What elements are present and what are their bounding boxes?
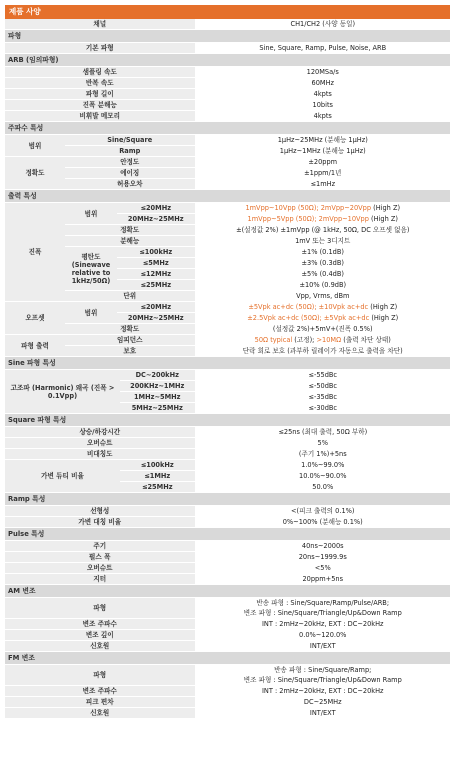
arb-value: 4kpts <box>195 89 450 100</box>
section-pulse: Pulse 특성 <box>5 528 450 541</box>
flatness-value: ±3% (0.3dB) <box>195 258 450 269</box>
pulse-value: 20ns~1999.9s <box>195 552 450 563</box>
duty-sub: ≤25MHz <box>120 482 195 493</box>
am-wave-line: 변조 파형 : Sine/Square/Triangle/Up&Down Ramp <box>195 608 450 619</box>
spec-sheet <box>5 5 450 719</box>
am-value: 0.0%~120.0% <box>195 630 450 641</box>
harmonic-label: 고조파 (Harmonic) 왜곡 (진폭 > 0.1Vpp) <box>5 370 120 414</box>
harmonic-value: ≤-55dBc <box>195 370 450 381</box>
offset-range-label: 범위 <box>65 302 117 324</box>
channel-value: CH1/CH2 (사양 동일) <box>195 19 450 30</box>
flatness-sub: ≤100kHz <box>117 247 195 258</box>
offset-value-orange: ±2.5Vpk ac+dc (50Ω); ±5Vpk ac+dc <box>247 314 370 322</box>
impedance-off: (출력 차단 상태) <box>341 336 391 344</box>
spec-header: 제품 사양 <box>5 5 450 19</box>
freq-accuracy-label: 정확도 <box>5 157 65 190</box>
ramp-label: 가변 대칭 비율 <box>5 517 195 528</box>
fm-wave-label: 파형 <box>5 665 195 686</box>
pulse-label: 지터 <box>5 574 195 585</box>
harmonic-sub: DC~200kHz <box>120 370 195 381</box>
square-label: 비대칭도 <box>5 449 195 460</box>
freq-range-value: 1μHz~25MHz (분해능 1μHz) <box>195 135 450 146</box>
amp-range-value <box>195 203 450 214</box>
offset-range-value <box>195 313 450 324</box>
square-table <box>5 427 450 493</box>
harmonic-value: ≤-35dBc <box>195 392 450 403</box>
pulse-label: 오버슈트 <box>5 563 195 574</box>
channel-table <box>5 19 450 30</box>
amp-unit-value: Vpp, Vrms, dBm <box>195 291 450 302</box>
am-label: 변조 주파수 <box>5 619 195 630</box>
am-wave-line: 반송 파형 : Sine/Square/Ramp/Pulse/ARB; <box>195 598 450 608</box>
am-label: 신호원 <box>5 641 195 652</box>
freq-tolerance-sub: 허용오차 <box>65 179 195 190</box>
pulse-label: 주기 <box>5 541 195 552</box>
section-output: 출력 특성 <box>5 190 450 203</box>
arb-label: 진폭 분해능 <box>5 100 195 111</box>
frequency-table <box>5 135 450 190</box>
amp-range-value <box>195 214 450 225</box>
am-wave-label: 파형 <box>5 598 195 619</box>
square-label: 오버슈트 <box>5 438 195 449</box>
amplitude-label: 진폭 <box>5 203 65 302</box>
basic-wave-value: Sine, Square, Ramp, Pulse, Noise, ARB <box>195 43 450 54</box>
amp-range-value-orange: 1mVpp~10Vpp (50Ω); 2mVpp~20Vpp <box>245 204 372 212</box>
waveout-label: 파형 출력 <box>5 335 65 357</box>
harmonic-value: ≤-30dBc <box>195 403 450 414</box>
offset-range-sub: ≤20MHz <box>117 302 195 313</box>
pulse-label: 펄스 폭 <box>5 552 195 563</box>
duty-value: 50.0% <box>195 482 450 493</box>
impedance-high: >10MΩ <box>316 336 342 344</box>
flatness-value: ±1% (0.1dB) <box>195 247 450 258</box>
amp-range-sub: 20MHz~25MHz <box>117 214 195 225</box>
fm-value: INT : 2mHz~20kHz, EXT : DC~20kHz <box>195 686 450 697</box>
freq-accuracy-value: ±20ppm <box>195 157 450 168</box>
freq-range-sub: Sine/Square <box>65 135 195 146</box>
amp-resolution-sub: 분해능 <box>65 236 195 247</box>
harmonic-value: ≤-50dBc <box>195 381 450 392</box>
section-square: Square 파형 특성 <box>5 414 450 427</box>
am-table <box>5 598 450 652</box>
flatness-label: 평탄도 (Sinewave relative to 1kHz/50Ω) <box>65 247 117 291</box>
pulse-value: 20ppm+5ns <box>195 574 450 585</box>
square-label: 상승/하강시간 <box>5 427 195 438</box>
harmonic-sub: 1MHz~5MHz <box>120 392 195 403</box>
arb-value: 120MSa/s <box>195 67 450 78</box>
am-value: INT/EXT <box>195 641 450 652</box>
section-frequency: 주파수 특성 <box>5 122 450 135</box>
fm-label: 피크 편차 <box>5 697 195 708</box>
fm-value: DC~25MHz <box>195 697 450 708</box>
arb-table <box>5 67 450 122</box>
flatness-sub: ≤25MHz <box>117 280 195 291</box>
offset-value-plain: (High Z) <box>368 303 398 311</box>
freq-tolerance-value: ≤1mHz <box>195 179 450 190</box>
duty-value: 10.0%~90.0% <box>195 471 450 482</box>
amp-range-value-orange: 1mVpp~5Vpp (50Ω); 2mVpp~10Vpp <box>247 215 369 223</box>
pulse-value: <5% <box>195 563 450 574</box>
amp-range-sub: ≤20MHz <box>117 203 195 214</box>
square-value: ≤25ns (최대 출력, 50Ω 부하) <box>195 427 450 438</box>
arb-value: 10bits <box>195 100 450 111</box>
pulse-table <box>5 541 450 585</box>
harmonic-sub: 5MHz~25MHz <box>120 403 195 414</box>
section-ramp: Ramp 특성 <box>5 493 450 506</box>
freq-range-sub: Ramp <box>65 146 195 157</box>
amp-unit-sub: 단위 <box>65 291 195 302</box>
arb-value: 60MHz <box>195 78 450 89</box>
offset-value-orange: ±5Vpk ac+dc (50Ω); ±10Vpk ac+dc <box>248 303 369 311</box>
duty-sub: ≤1MHz <box>120 471 195 482</box>
arb-label: 샘플링 속도 <box>5 67 195 78</box>
basic-wave-label: 기본 파형 <box>5 43 195 54</box>
fm-wave-line: 변조 파형 : Sine/Square/Triangle/Up&Down Ramp <box>195 675 450 686</box>
offset-value-plain: (High Z) <box>369 314 399 322</box>
fm-table <box>5 665 450 719</box>
flatness-sub: ≤12MHz <box>117 269 195 280</box>
duty-sub: ≤100kHz <box>120 460 195 471</box>
offset-range-value <box>195 302 450 313</box>
section-waveform: 파형 <box>5 30 450 43</box>
amp-range-label: 범위 <box>65 203 117 225</box>
offset-label: 오프셋 <box>5 302 65 335</box>
flatness-sub: ≤5MHz <box>117 258 195 269</box>
offset-range-sub: 20MHz~25MHz <box>117 313 195 324</box>
section-arb: ARB (임의파형) <box>5 54 450 67</box>
waveform-table <box>5 43 450 54</box>
square-value: 5% <box>195 438 450 449</box>
section-sine: Sine 파형 특성 <box>5 357 450 370</box>
impedance-fixed: (고정); <box>292 336 317 344</box>
offset-accuracy-value: (설정값 2%)+5mV+(진폭 0.5%) <box>195 324 450 335</box>
am-value: INT : 2mHz~20kHz, EXT : DC~20kHz <box>195 619 450 630</box>
freq-accuracy-sub: 에이징 <box>65 168 195 179</box>
amp-range-value-plain: (High Z) <box>371 204 401 212</box>
protect-value: 단락 회로 보호 (과부하 릴레이가 자동으로 출력을 차단) <box>195 346 450 357</box>
impedance-sub: 임피던스 <box>65 335 195 346</box>
fm-label: 변조 주파수 <box>5 686 195 697</box>
fm-label: 신호원 <box>5 708 195 719</box>
harmonic-sub: 200KHz~1MHz <box>120 381 195 392</box>
section-fm: FM 변조 <box>5 652 450 665</box>
square-value: (주기 1%)+5ns <box>195 449 450 460</box>
section-am: AM 변조 <box>5 585 450 598</box>
ramp-label: 선형성 <box>5 506 195 517</box>
amp-accuracy-sub: 정확도 <box>65 225 195 236</box>
channel-label: 채널 <box>5 19 195 30</box>
freq-accuracy-value: ±1ppm/1년 <box>195 168 450 179</box>
fm-wave-line: 반송 파형 : Sine/Square/Ramp; <box>195 665 450 675</box>
arb-label: 반복 속도 <box>5 78 195 89</box>
duty-value: 1.0%~99.0% <box>195 460 450 471</box>
flatness-value: ±5% (0.4dB) <box>195 269 450 280</box>
amp-range-value-plain: (High Z) <box>368 215 398 223</box>
ramp-table <box>5 506 450 528</box>
am-label: 변조 깊이 <box>5 630 195 641</box>
amp-accuracy-value: ±(설정값 2%) ±1mVpp (@ 1kHz, 50Ω, DC 오프셋 없음) <box>195 225 450 236</box>
protect-sub: 보호 <box>65 346 195 357</box>
freq-range-label: 범위 <box>5 135 65 157</box>
ramp-value: 0%~100% (분해능 0.1%) <box>195 517 450 528</box>
offset-accuracy-sub: 정확도 <box>65 324 195 335</box>
duty-label: 가변 듀티 비율 <box>5 460 120 493</box>
flatness-value: ±10% (0.9dB) <box>195 280 450 291</box>
arb-value: 4kpts <box>195 111 450 122</box>
impedance-value <box>195 335 450 346</box>
ramp-value: <(피크 출력의 0.1%) <box>195 506 450 517</box>
freq-range-value: 1μHz~1MHz (분해능 1μHz) <box>195 146 450 157</box>
freq-accuracy-sub: 안정도 <box>65 157 195 168</box>
impedance-typical: 50Ω typical <box>254 336 293 344</box>
arb-label: 파형 길이 <box>5 89 195 100</box>
amp-resolution-value: 1mV 또는 3디지트 <box>195 236 450 247</box>
arb-label: 비휘발 메모리 <box>5 111 195 122</box>
pulse-value: 40ns~2000s <box>195 541 450 552</box>
output-table <box>5 203 450 357</box>
fm-value: INT/EXT <box>195 708 450 719</box>
sine-table <box>5 370 450 414</box>
